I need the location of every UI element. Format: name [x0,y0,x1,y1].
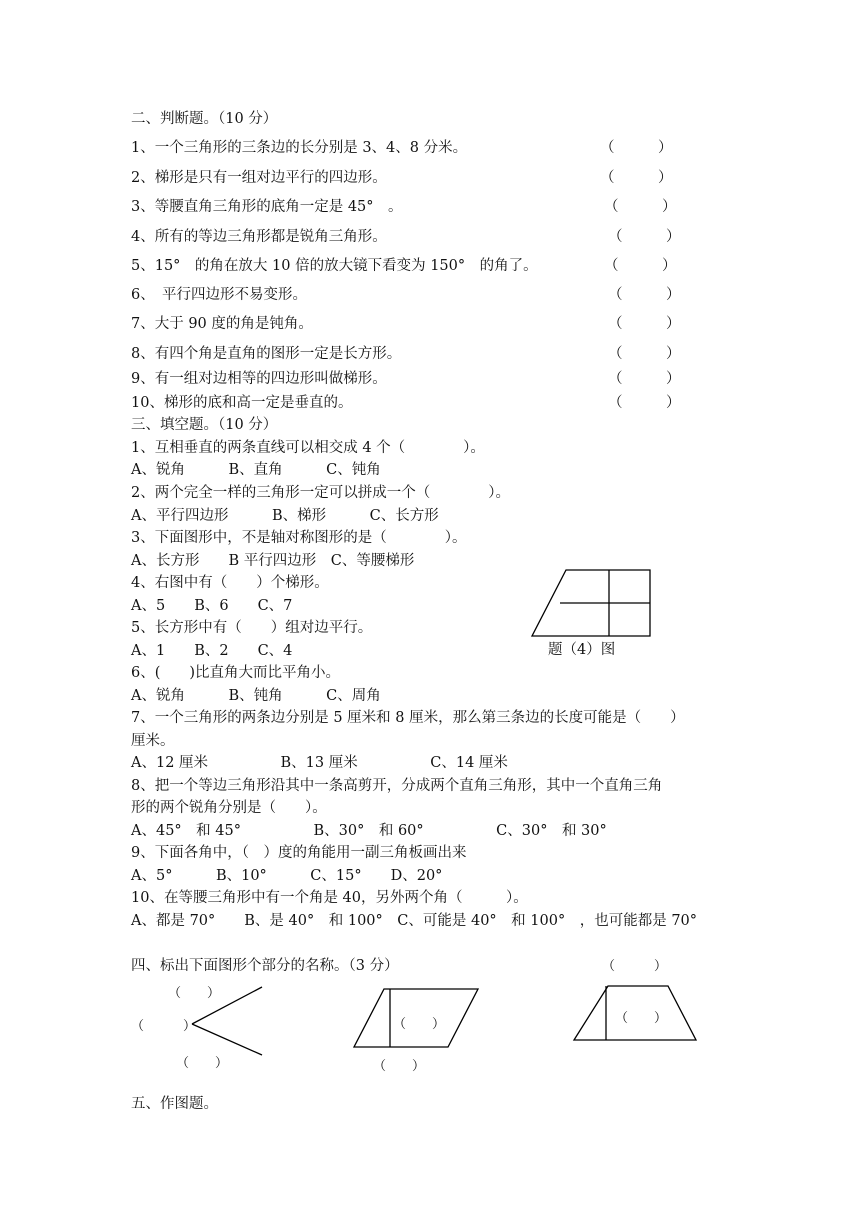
judge-item-5: 5、15° 的角在放大 10 倍的放大镜下看变为 150° 的角了。 [131,258,538,274]
judge-item-9: 9、有一组对边相等的四边形叫做梯形。 [131,371,387,387]
fill-line-2: A、锐角 B、直角 C、钝角 [131,462,381,478]
judge-item-6: 6、 平行四边形不易变形。 [131,287,307,303]
fill-line-4: A、平行四边形 B、梯形 C、长方形 [131,508,439,524]
fill-line-17: 形的两个锐角分别是（ ）。 [131,800,327,816]
judge-answer-9[interactable]: （ ） [608,371,681,387]
angle-label-vertex[interactable]: （ ） [131,1019,197,1034]
judge-item-4: 4、所有的等边三角形都是锐角三角形。 [131,229,387,245]
trapezoid-label-top[interactable]: （ ） [602,959,668,974]
fill-line-10: A、1 B、2 C、4 [131,643,293,659]
judge-answer-1[interactable]: （ ） [600,140,673,156]
figure-caption: 题（4）图 [548,642,616,658]
fill-line-13: 7、一个三角形的两条边分别是 5 厘米和 8 厘米，那么第三条边的长度可能是（ ） [131,710,685,726]
judge-item-1: 1、一个三角形的三条边的长分别是 3、4、8 分米。 [131,140,468,156]
judge-answer-7[interactable]: （ ） [608,316,681,332]
parallelogram-label-inner[interactable]: （ ） [393,1017,446,1032]
judge-item-10: 10、梯形的底和高一定是垂直的。 [131,395,353,411]
judge-answer-6[interactable]: （ ） [608,287,681,303]
judge-item-3: 3、等腰直角三角形的底角一定是 45° 。 [131,199,403,215]
section2-title: 二、判断题。（10 分） [131,111,278,127]
judge-answer-5[interactable]: （ ） [604,258,677,274]
trapezoid-grid-figure [530,568,654,640]
fill-line-20: A、5° B、10° C、15° D、20° [131,868,443,884]
judge-answer-3[interactable]: （ ） [604,199,677,215]
parallelogram-label-bottom[interactable]: （ ） [373,1059,426,1074]
judge-answer-10[interactable]: （ ） [608,395,681,411]
section3-title: 三、填空题。（10 分） [131,417,278,433]
angle-label-side-upper[interactable]: （ ） [168,986,221,1001]
section5-title: 五、作图题。 [131,1096,218,1112]
angle-ray-lower [192,1024,262,1055]
fill-line-7: 4、右图中有（ ）个梯形。 [131,575,329,591]
judge-item-7: 7、大于 90 度的角是钝角。 [131,316,313,332]
trapezoid-label-inner[interactable]: （ ） [615,1011,668,1026]
fill-line-5: 3、下面图形中，不是轴对称图形的是（ ）。 [131,530,467,546]
fill-line-21: 10、在等腰三角形中有一个角是 40，另外两个角（ ）。 [131,890,528,906]
section4-title: 四、标出下面图形个部分的名称。（3 分） [131,958,399,974]
fill-line-19: 9、下面各角中，（ ）度的角能用一副三角板画出来 [131,845,467,861]
fill-line-8: A、5 B、6 C、7 [131,598,293,614]
fill-line-11: 6、( )比直角大而比平角小。 [131,665,341,681]
judge-answer-8[interactable]: （ ） [608,346,681,362]
fill-line-14: 厘米。 [131,733,175,749]
fill-line-15: A、12 厘米 B、13 厘米 C、14 厘米 [131,755,508,771]
judge-item-8: 8、有四个角是直角的图形一定是长方形。 [131,346,402,362]
fill-line-22: A、都是 70° B、是 40° 和 100° C、可能是 40° 和 100° ，也可能都是 70° [131,913,698,929]
fill-line-16: 8、把一个等边三角形沿其中一条高剪开，分成两个直角三角形，其中一个直角三角 [131,778,663,794]
fill-line-6: A、长方形 B 平行四边形 C、等腰梯形 [131,553,415,569]
fill-line-9: 5、长方形中有（ ）组对边平行。 [131,620,373,636]
angle-label-side-lower[interactable]: （ ） [176,1056,229,1071]
judge-answer-4[interactable]: （ ） [608,229,681,245]
fill-line-3: 2、两个完全一样的三角形一定可以拼成一个（ ）。 [131,485,510,501]
judge-answer-2[interactable]: （ ） [600,170,673,186]
fill-line-1: 1、互相垂直的两条直线可以相交成 4 个（ ）。 [131,440,485,456]
fill-line-12: A、锐角 B、钝角 C、周角 [131,688,381,704]
fill-line-18: A、45° 和 45° B、30° 和 60° C、30° 和 30° [131,823,607,839]
judge-item-2: 2、梯形是只有一组对边平行的四边形。 [131,170,387,186]
